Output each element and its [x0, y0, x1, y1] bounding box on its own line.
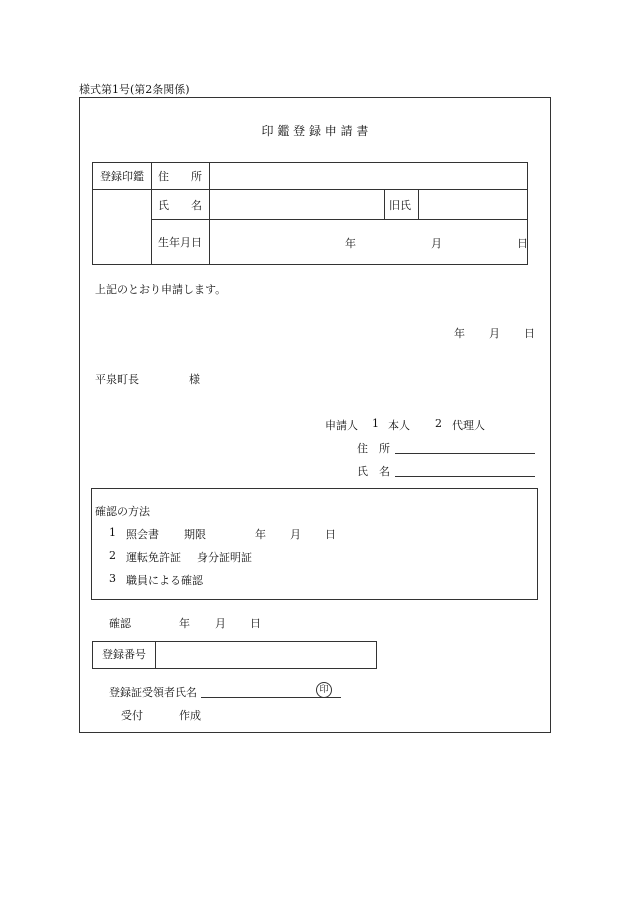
verified-day-unit: 日	[250, 617, 261, 630]
confirm-item-deadline: 期限	[184, 528, 206, 541]
birth-day-unit: 日	[517, 237, 528, 250]
registration-number-field[interactable]	[155, 642, 376, 668]
applicant-label: 申請人	[325, 419, 358, 432]
addressee-honorific: 様	[189, 373, 200, 386]
deadline-month-unit: 月	[290, 528, 301, 541]
confirm-item-3-num: 3	[109, 572, 116, 585]
verified-month-unit: 月	[215, 617, 226, 630]
receiver-name-line[interactable]	[201, 683, 341, 698]
birth-year-unit: 年	[345, 237, 356, 250]
receiver-label: 登録証受領者氏名	[109, 686, 197, 699]
verified-year-unit: 年	[179, 617, 190, 630]
applicant-name-line[interactable]	[395, 463, 535, 477]
confirm-item-license[interactable]: 運転免許証	[126, 551, 181, 564]
former-name-field[interactable]	[419, 190, 528, 220]
applicant-name-label: 氏 名	[357, 465, 390, 478]
seal-registration-table	[92, 162, 528, 265]
application-day-unit: 日	[524, 327, 535, 340]
verified-label: 確認	[109, 617, 131, 630]
deadline-year-unit: 年	[255, 528, 266, 541]
confirm-item-1-num: 1	[109, 526, 116, 539]
application-month-unit: 月	[489, 327, 500, 340]
address-field[interactable]	[210, 163, 528, 190]
birthdate-label-cell: 生年月日	[152, 220, 210, 265]
former-name-label-cell: 旧氏	[385, 190, 419, 220]
birth-month-unit: 月	[431, 237, 442, 250]
applicant-option1-num: 1	[372, 417, 379, 430]
application-year-unit: 年	[454, 327, 465, 340]
confirm-item-2-num: 2	[109, 549, 116, 562]
row-header-empty	[93, 190, 152, 265]
address-label-cell: 住 所	[152, 163, 210, 190]
registration-number-label: 登録番号	[93, 642, 156, 668]
statement-text: 上記のとおり申請します。	[95, 283, 227, 296]
form-number-label: 様式第1号(第2条関係)	[79, 83, 190, 96]
applicant-option-self[interactable]: 本人	[388, 419, 410, 432]
birthdate-field[interactable]	[210, 220, 528, 265]
applicant-option-proxy[interactable]: 代理人	[452, 419, 485, 432]
addressee-mayor: 平泉町長	[95, 373, 139, 386]
seal-icon: 印	[316, 682, 332, 698]
applicant-address-label: 住 所	[357, 442, 390, 455]
confirmation-heading: 確認の方法	[95, 505, 150, 518]
received-label: 受付	[121, 709, 143, 722]
name-label-cell: 氏 名	[152, 190, 210, 220]
form-title: 印 鑑 登 録 申 請 書	[261, 124, 369, 138]
applicant-option2-num: 2	[435, 417, 442, 430]
applicant-address-line[interactable]	[395, 440, 535, 454]
created-label: 作成	[179, 709, 201, 722]
deadline-day-unit: 日	[325, 528, 336, 541]
name-field[interactable]	[210, 190, 385, 220]
confirm-item-id-card[interactable]: 身分証明証	[197, 551, 252, 564]
confirm-item-inquiry[interactable]: 照会書	[126, 528, 159, 541]
confirm-item-staff[interactable]: 職員による確認	[126, 574, 203, 587]
row-header-seal: 登録印鑑	[93, 163, 152, 190]
